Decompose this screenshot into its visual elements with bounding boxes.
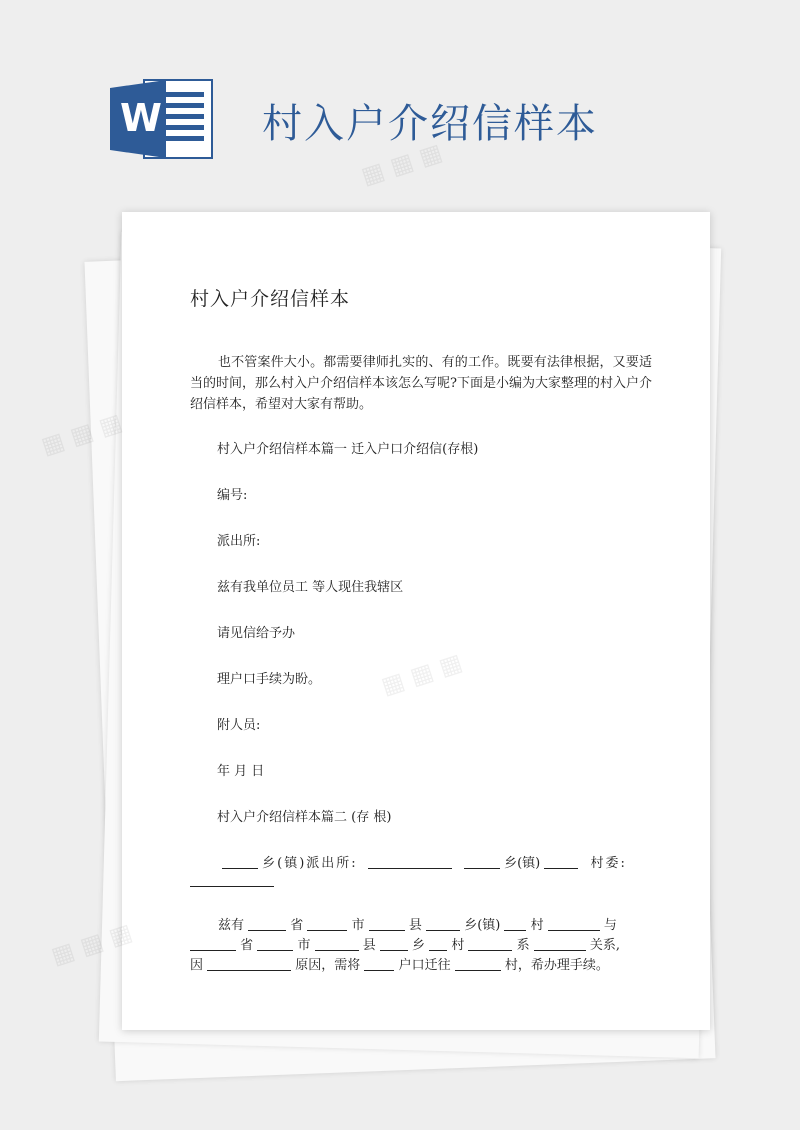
police-station-label: 派出所: (217, 534, 261, 549)
intro-paragraph: 也不管案件大小。都需要律师扎实的、有的工作。既要有法律根据，又要适当的时间，那么村入户介绍信样本该怎么写呢?下面是小编为大家整理的村入户介绍信样本，希望对大家有帮助。 (190, 355, 652, 412)
logo-letter: W (120, 96, 162, 140)
attachment-label: 附人员: (217, 718, 261, 733)
form-text: 市 (351, 918, 365, 933)
form-text: 户口迁往 (398, 958, 451, 973)
form-row-4 (190, 934, 620, 955)
form-row-2 (190, 872, 274, 893)
form-text: 村 (530, 918, 544, 933)
watermark: ▦ ▦ ▦ (47, 917, 136, 971)
form-text: 县 (408, 918, 422, 933)
form-text: 村，希办理手续。 (504, 958, 609, 973)
form-text: 县 (362, 938, 376, 953)
form-text: 省 (290, 918, 304, 933)
form-text: 乡(镇)派出所: (262, 856, 358, 871)
header (0, 0, 800, 200)
watermark: ▦ ▦ ▦ (357, 137, 446, 191)
body-line: 理户口手续为盼。 (217, 672, 322, 687)
body-line: 兹有我单位员工 等人现住我辖区 (217, 580, 404, 595)
section-heading-two: 村入户介绍信样本篇二 (存 根) (217, 810, 392, 825)
form-text: 关系, (589, 938, 621, 953)
document-page (122, 212, 710, 1030)
form-row-1 (222, 852, 627, 873)
form-text: 市 (297, 938, 311, 953)
section-heading-one: 村入户介绍信样本篇一 迁入户口介绍信(存根) (217, 442, 479, 457)
form-text: 原因，需将 (295, 958, 361, 973)
number-label: 编号: (217, 488, 248, 503)
form-text: 与 (603, 918, 617, 933)
form-text: 乡(镇) (464, 918, 501, 933)
form-row-3 (218, 914, 617, 935)
watermark: ▦ ▦ ▦ (37, 407, 126, 461)
form-text: 村 (451, 938, 465, 953)
form-text: 乡 (412, 938, 426, 953)
header-title: 村入户介绍信样本 (262, 101, 598, 147)
form-text: 因 (190, 958, 204, 973)
document-title: 村入户介绍信样本 (190, 288, 351, 310)
form-text: 省 (240, 938, 254, 953)
form-text: 乡(镇) (504, 856, 541, 871)
form-text: 村委: (590, 856, 627, 871)
form-text: 系 (516, 938, 530, 953)
form-row-5 (190, 954, 609, 975)
body-line: 请见信给予办 (217, 626, 296, 641)
date-line: 年 月 日 (217, 764, 265, 779)
form-text: 兹有 (218, 918, 245, 933)
